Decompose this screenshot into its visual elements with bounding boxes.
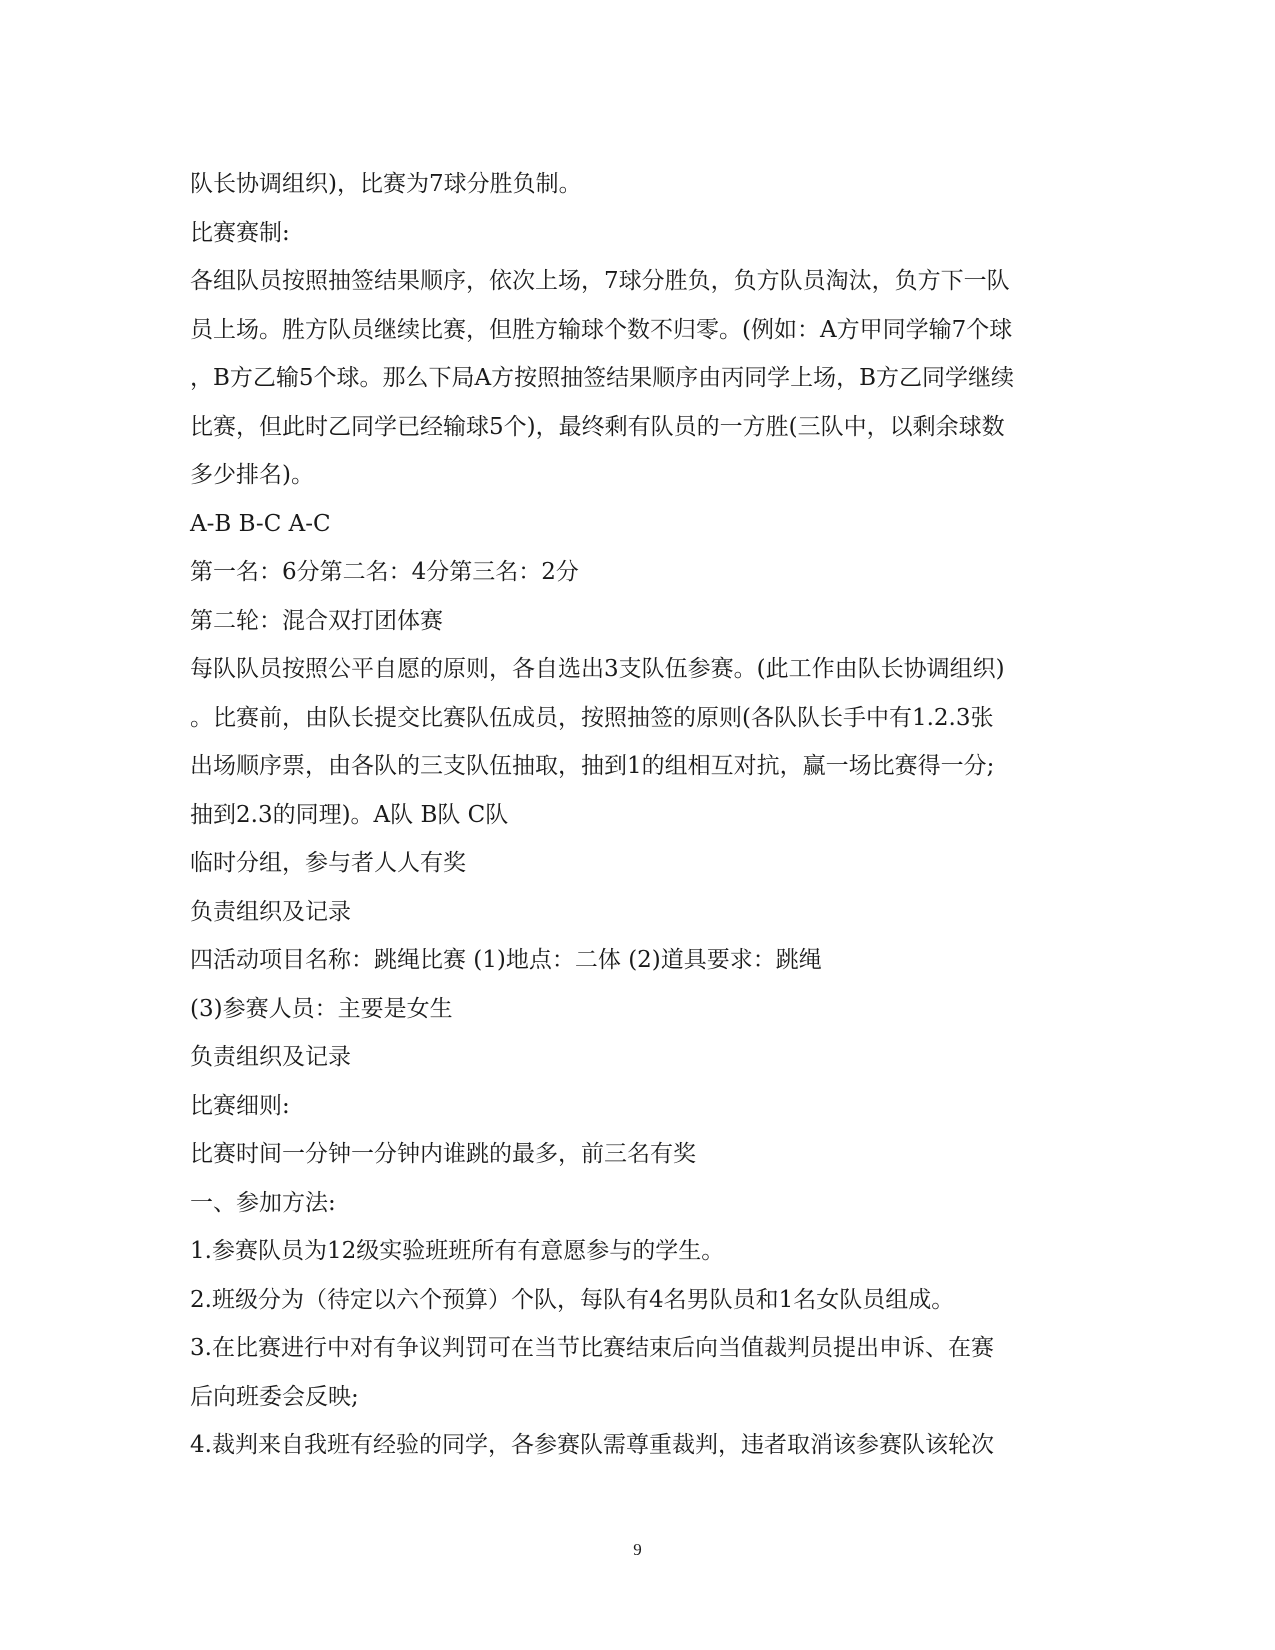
text-line: 抽到2.3的同理)。A队 B队 C队 <box>190 801 509 828</box>
text-line: 。比赛前，由队长提交比赛队伍成员，按照抽签的原则(各队队长手中有1.2.3张 <box>190 704 994 731</box>
text-line: 各组队员按照抽签结果顺序，依次上场，7球分胜负，负方队员淘汰，负方下一队 <box>190 268 1010 294</box>
text-line: 负责组织及记录 <box>190 898 351 925</box>
text-line: 比赛，但此时乙同学已经输球5个)，最终剩有队员的一方胜(三队中，以剩余球数 <box>190 413 1005 440</box>
text-line: 出场顺序票，由各队的三支队伍抽取，抽到1的组相互对抗，赢一场比赛得一分; <box>190 753 995 779</box>
document-body <box>190 160 1090 1470</box>
section-heading: 第二轮：混合双打团体赛 <box>190 607 443 634</box>
list-item: 2.班级分为（待定以六个预算）个队，每队有4名男队员和1名女队员组成。 <box>190 1286 955 1313</box>
list-item: 3.在比赛进行中对有争议判罚可在当节比赛结束后向当值裁判员提出申诉、在赛 <box>190 1335 994 1361</box>
text-line: ，B方乙输5个球。那么下局A方按照抽签结果顺序由丙同学上场，B方乙同学继续 <box>190 365 1015 391</box>
section-heading: 比赛细则: <box>190 1092 290 1119</box>
text-line: 临时分组，参与者人人有奖 <box>190 850 466 876</box>
text-line: (3)参赛人员：主要是女生 <box>190 995 453 1022</box>
text-line: 每队队员按照公平自愿的原则，各自选出3支队伍参赛。(此工作由队长协调组织) <box>190 656 1005 682</box>
page-number: 9 <box>633 1540 642 1559</box>
text-line: 负责组织及记录 <box>190 1044 351 1070</box>
match-pairs: A-B B-C A-C <box>190 510 331 537</box>
text-line: 比赛时间一分钟一分钟内谁跳的最多，前三名有奖 <box>190 1141 696 1167</box>
ranking-points: 第一名：6分第二名：4分第三名：2分 <box>190 559 579 585</box>
list-item: 4.裁判来自我班有经验的同学，各参赛队需尊重裁判，违者取消该参赛队该轮次 <box>190 1432 994 1458</box>
list-item: 1.参赛队员为12级实验班班所有有意愿参与的学生。 <box>190 1238 725 1264</box>
text-line: 队长协调组织)，比赛为7球分胜负制。 <box>190 171 582 197</box>
text-line: 四活动项目名称：跳绳比赛 (1)地点：二体 (2)道具要求：跳绳 <box>190 947 822 973</box>
text-line: 员上场。胜方队员继续比赛，但胜方输球个数不归零。(例如：A方甲同学输7个球 <box>190 316 1013 343</box>
section-heading: 比赛赛制: <box>190 219 290 246</box>
section-heading: 一、参加方法: <box>190 1189 336 1216</box>
text-line: 多少排名)。 <box>190 462 314 488</box>
text-line: 后向班委会反映; <box>190 1383 359 1410</box>
